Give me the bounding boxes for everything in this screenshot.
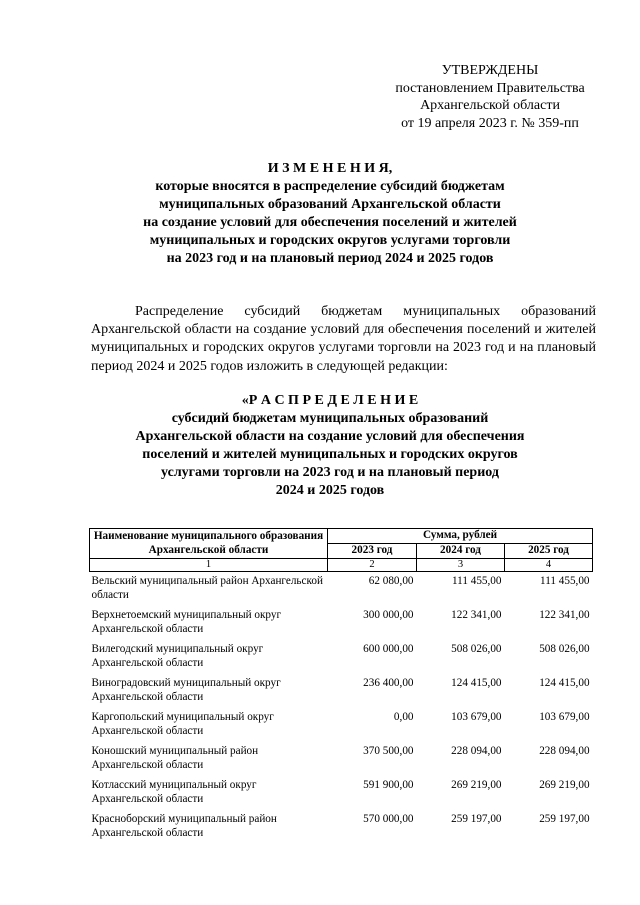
column-header-name: Наименование муниципального образования Архангельской области — [90, 529, 328, 559]
amount-2024: 269 219,00 — [451, 779, 502, 791]
approval-line: от 19 апреля 2023 г. № 359-пп — [401, 115, 579, 131]
amount-2025: 103 679,00 — [539, 711, 590, 723]
municipality-name: Вельский муниципальный район Архангельской области — [91, 575, 323, 601]
table-row — [90, 742, 593, 776]
amount-2025: 269 219,00 — [539, 779, 590, 791]
municipality-name: Вилегодский муниципальный округ Архангельской области — [91, 643, 264, 669]
column-header-year: 2024 год — [417, 544, 505, 559]
changes-title-line: которые вносятся в распределение субсидий бюджетам — [155, 179, 505, 194]
municipality-name: Котласский муниципальный округ Архангельской области — [91, 779, 257, 805]
amount-2023: 62 080,00 — [368, 575, 414, 587]
table-row — [90, 572, 593, 607]
approval-line: постановлением Правительства — [395, 80, 585, 96]
changes-title — [60, 160, 600, 268]
table-row — [90, 776, 593, 810]
amount-2024: 508 026,00 — [451, 643, 502, 655]
municipality-name: Красноборский муниципальный район Архангельской области — [91, 813, 277, 839]
changes-title-line: муниципальных образований Архангельской области — [159, 197, 501, 212]
amount-2025: 228 094,00 — [539, 745, 590, 757]
amount-2023: 600 000,00 — [363, 643, 414, 655]
changes-title-line: на создание условий для обеспечения поселений и жителей — [143, 215, 517, 230]
amount-2025: 124 415,00 — [539, 677, 590, 689]
amount-2025: 111 455,00 — [540, 575, 590, 587]
column-number: 2 — [328, 559, 417, 572]
table-row — [90, 674, 593, 708]
amount-2024: 103 679,00 — [451, 711, 502, 723]
distribution-heading: «Р А С П Р Е Д Е Л Е Н И Е — [241, 393, 419, 408]
intro-paragraph: Распределение субсидий бюджетам муниципальных образований Архангельской области на создание условий для обеспечения поселений и жителей муниципальных и городских округов услугами торговли на 2023 год и на плановый период 2024 и 2025 годов изложить в следующей редакции: — [91, 304, 596, 374]
approval-line: Архангельской области — [420, 98, 560, 113]
amount-2024: 124 415,00 — [451, 677, 502, 689]
amount-2025: 122 341,00 — [539, 609, 590, 621]
column-number: 4 — [505, 559, 593, 572]
amount-2024: 122 341,00 — [451, 609, 502, 621]
table-row — [90, 640, 593, 674]
amount-2023: 0,00 — [393, 711, 414, 723]
amount-2024: 111 455,00 — [451, 575, 502, 587]
approval-line: УТВЕРЖДЕНЫ — [441, 63, 539, 78]
distribution-title — [60, 392, 600, 500]
changes-title-line: на 2023 год и на плановый период 2024 и 2025 годов — [166, 251, 494, 266]
municipality-name: Коношский муниципальный район Архангельской области — [91, 745, 259, 771]
amount-2025: 259 197,00 — [539, 813, 590, 825]
table-row — [90, 708, 593, 742]
changes-title-line: муниципальных и городских округов услугами торговли — [149, 233, 511, 248]
amount-2024: 259 197,00 — [451, 813, 502, 825]
table-row — [90, 810, 593, 844]
municipality-name: Виноградовский муниципальный округ Архангельской области — [91, 677, 281, 703]
amount-2023: 370 500,00 — [363, 745, 414, 757]
municipality-name: Верхнетоемский муниципальный округ Архангельской области — [91, 609, 282, 635]
table-row — [90, 606, 593, 640]
changes-heading: И З М Е Н Е Н И Я, — [267, 161, 393, 176]
amount-2024: 228 094,00 — [451, 745, 502, 757]
distribution-title-line: Архангельской области на создание условий для обеспечения — [135, 429, 525, 444]
distribution-title-line: поселений и жителей муниципальных и городских округов — [142, 447, 518, 462]
amount-2025: 508 026,00 — [539, 643, 590, 655]
approval-block — [360, 62, 620, 132]
amount-2023: 591 900,00 — [363, 779, 414, 791]
amount-2023: 236 400,00 — [363, 677, 414, 689]
column-number: 1 — [90, 559, 328, 572]
subsidies-table — [89, 528, 593, 844]
amount-2023: 300 000,00 — [363, 609, 414, 621]
distribution-title-line: услугами торговли на 2023 год и на плановый период — [161, 465, 499, 480]
column-header-year: 2025 год — [505, 544, 593, 559]
amount-2023: 570 000,00 — [363, 813, 414, 825]
municipality-name: Каргопольский муниципальный округ Архангельской области — [91, 711, 274, 737]
column-header-sum: Сумма, рублей — [328, 529, 593, 544]
distribution-title-line: 2024 и 2025 годов — [275, 483, 385, 498]
column-number: 3 — [417, 559, 505, 572]
column-header-year: 2023 год — [328, 544, 417, 559]
distribution-title-line: субсидий бюджетам муниципальных образований — [171, 411, 489, 426]
